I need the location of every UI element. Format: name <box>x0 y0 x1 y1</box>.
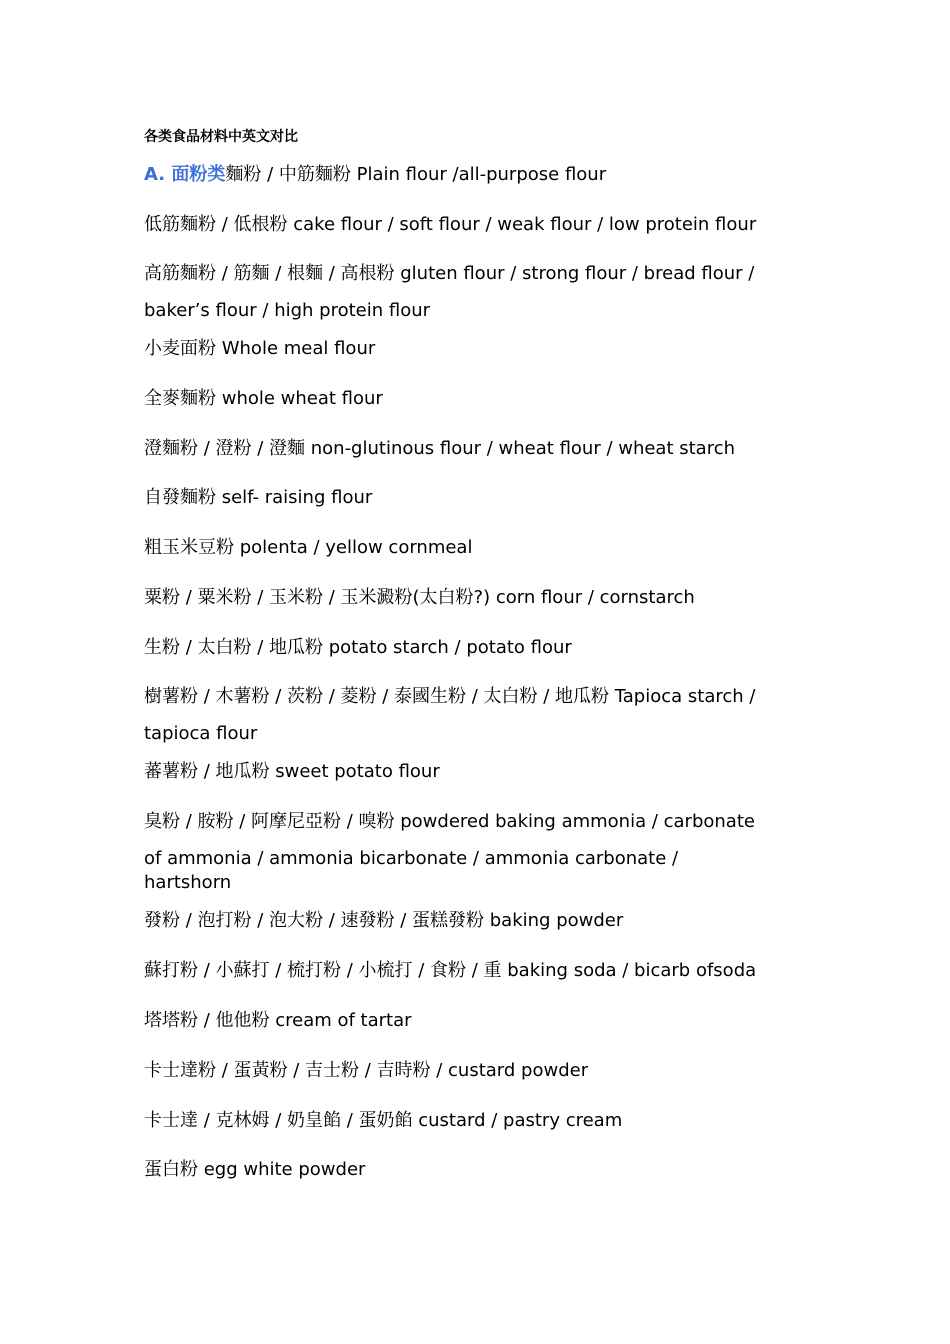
entry-line: 卡士達 / 克林姆 / 奶皇餡 / 蛋奶餡 custard / pastry cream <box>144 1110 623 1131</box>
section-label: A. 面粉类 <box>144 164 226 185</box>
entry-4 <box>144 387 812 411</box>
entry-18 <box>144 1158 812 1182</box>
entry-5 <box>144 437 812 461</box>
entry-6 <box>144 486 812 510</box>
entry-line: baker’s flour / high protein flour <box>144 300 431 321</box>
entry-15 <box>144 1009 812 1033</box>
entry-line: 發粉 / 泡打粉 / 泡大粉 / 速發粉 / 蛋糕發粉 baking powder <box>144 910 624 931</box>
entry-17 <box>144 1109 812 1133</box>
entry-line: 蛋白粉 egg white powder <box>144 1159 366 1180</box>
entry-9 <box>144 636 812 660</box>
document-title: 各类食品材料中英文对比 <box>144 129 298 145</box>
entry-14 <box>144 959 812 983</box>
entry-16 <box>144 1059 812 1083</box>
entry-line: 自發麵粉 self- raising flour <box>144 487 373 508</box>
entry-line: 塔塔粉 / 他他粉 cream of tartar <box>144 1010 412 1031</box>
entry-line: 生粉 / 太白粉 / 地瓜粉 potato starch / potato flour <box>144 637 572 658</box>
entry-8 <box>144 586 812 610</box>
entry-line: tapioca flour <box>144 723 258 744</box>
entry-line: 蕃薯粉 / 地瓜粉 sweet potato flour <box>144 761 440 782</box>
entry-line: 卡士達粉 / 蛋黃粉 / 吉士粉 / 吉時粉 / custard powder <box>144 1060 589 1081</box>
entry-line: 高筋麵粉 / 筋麵 / 根麵 / 高根粉 gluten flour / strong flour / bread flour / <box>144 263 755 284</box>
entry-1 <box>144 213 812 237</box>
entry-10 <box>144 685 812 746</box>
entry-line: 澄麵粉 / 澄粉 / 澄麵 non-glutinous flour / wheat flour / wheat starch <box>144 438 736 459</box>
entry-line: 低筋麵粉 / 低根粉 cake flour / soft flour / weak flour / low protein flour <box>144 214 757 235</box>
entry-line: 小麦面粉 Whole meal flour <box>144 338 376 359</box>
entry-section-a <box>144 163 812 187</box>
entry-line: 臭粉 / 胺粉 / 阿摩尼亞粉 / 嗅粉 powdered baking ammonia / carbonate <box>144 811 755 832</box>
entry-text: 麵粉 / 中筋麵粉 Plain flour /all-purpose flour <box>225 164 607 185</box>
entry-line: 蘇打粉 / 小蘇打 / 梳打粉 / 小梳打 / 食粉 / 重 baking soda / bicarb ofsoda <box>144 960 757 981</box>
entry-line: hartshorn <box>144 872 232 893</box>
entry-7 <box>144 536 812 560</box>
entry-12 <box>144 810 812 895</box>
entry-13 <box>144 909 812 933</box>
entry-2 <box>144 262 812 323</box>
entry-line: of ammonia / ammonia bicarbonate / ammonia carbonate / <box>144 848 679 869</box>
entry-line: 樹薯粉 / 木薯粉 / 茨粉 / 菱粉 / 泰國生粉 / 太白粉 / 地瓜粉 Tapioca starch / <box>144 686 756 707</box>
entry-line: 粗玉米豆粉 polenta / yellow cornmeal <box>144 537 473 558</box>
entry-11 <box>144 760 812 784</box>
entry-line: 全麥麵粉 whole wheat flour <box>144 388 383 409</box>
entry-line: 粟粉 / 粟米粉 / 玉米粉 / 玉米澱粉(太白粉?) corn flour / cornstarch <box>144 587 695 608</box>
entry-3 <box>144 337 812 361</box>
